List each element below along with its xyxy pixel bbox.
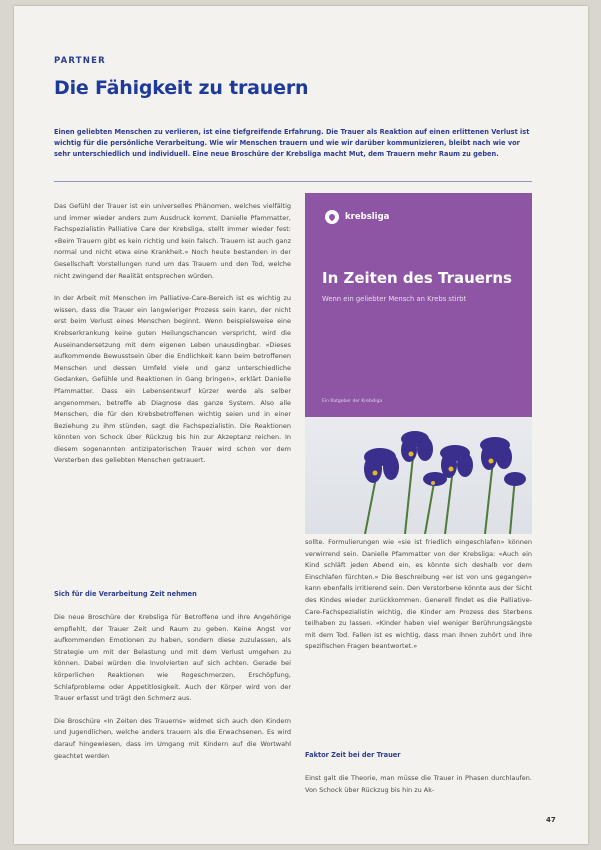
right-column-bottom — [305, 537, 532, 664]
paragraph: Die Broschüre «In Zeiten des Trauerns» widmet sich auch den Kindern und Jugendlichen, welche anders trauern als die Erwachsenen. Es wird darauf hingewiesen, dass im Umgang mit Kindern auf die Wortwahl geachtet werden — [54, 716, 291, 760]
subheading: Sich für die Verarbeitung Zeit nehmen — [54, 590, 197, 598]
left-column-bottom — [54, 612, 291, 773]
iris-illustration — [305, 417, 532, 534]
magazine-page — [14, 6, 588, 844]
paragraph: In der Arbeit mit Menschen im Palliative-Care-Bereich ist es wichtig zu wissen, dass die Trauer ein langwieriger Prozess sein kann, der nicht erst beim Verlust eines Menschen beginnt. Wenn beispielsweise eine Krebserkrankung keine guten Heilungschancen verspricht, wird die Auseinandersetzung mit dem eigenen Leben unausdingbar. «Dieses aufkommende Bewusstsein über die Endlichkeit kann beim betroffenen Menschen und dessen Umfeld viele und ganz unterschiedliche Gedanken, Gefühle und Reaktionen in Gang bringen», erklärt Danielle Pfammatter. Dass ein Lebensentwurf kürzer werde als selber angenommen, betreffe ab Diagnose das ganze System. Also alle Menschen, die für den Krebsbetroffenen wichtig seien und in einer Beziehung zu ihm stünden, sagt die Fachspezialistin. Die Reaktionen könnten von Schock über Rückzug bis hin zur Akzeptanz reichen. In diesem sogenannten antizipatorischen Trauer wird schon vor dem Versterben des geliebten Menschen getrauert. — [54, 294, 291, 465]
iris-flowers-photo — [305, 417, 532, 534]
section-label: PARTNER — [54, 56, 106, 66]
page-number: 47 — [546, 816, 556, 824]
brochure-subtitle: Wenn ein geliebter Mensch an Krebs stirbt — [322, 295, 467, 303]
divider — [54, 181, 532, 182]
brochure-footer: Ein Ratgeber der Krebsliga — [322, 399, 383, 404]
brochure-cover — [305, 193, 532, 417]
brochure-title: In Zeiten des Trauerns — [322, 269, 512, 287]
right-column-end — [305, 773, 532, 807]
article-lead: Einen geliebten Menschen zu verlieren, ist eine tiefgreifende Erfahrung. Die Trauer als Reaktion auf einen erlittenen Verlust ist wichtig für die persönliche Verarbeitung. Wie wir Menschen trauern und wie wir darüber kommunizieren, bleibt nach wie vor sehr unterschiedlich und individuell. Eine neue Broschüre der Krebsliga macht Mut, dem Trauern mehr Raum zu geben. — [54, 128, 530, 159]
krebsliga-logo — [325, 210, 389, 224]
paragraph: Die neue Broschüre der Krebsliga für Betroffene und ihre Angehörige empfiehlt, der Trauer Zeit und Raum zu geben. Keine Angst vor aufkommenden Emotionen zu haben, sondern diese zuzulassen, als Strategie um mit der Belastung und mit dem Verlust umgehen zu können. Dabei würden die Involvierten auf sich achten. Gerade bei körperlichen Reaktionen wie Rogeschmerzen, Erschöpfung, Schlafprobleme oder Appetitlosigkeit. Auch der Körper wird von der Trauer erfasst und trägt den Schmerz aus. — [54, 613, 291, 703]
paragraph: sollte. Formulierungen wie «sie ist friedlich eingeschlafen» können verwirrend sein. Danielle Pfammatter von der Krebsliga: «Auch ein Kind schläft jeden Abend ein, es könnte sich deshalb vor dem Einschlafen fürchten.» Die Beschreibung «er ist von uns gegangen» kann ebenfalls irritierend sein. Den Verstorbene könnte aus der Sicht des Kindes wieder zurückkommen. Generell findet es die Palliative-Care-Fachspezialistin wichtig, die Kinder am Prozess des Sterbens teilhaben zu lassen. «Kinder haben viel weniger Berührungsängste mit dem Tod. Fallen ist es wichtig, dass man ihnen zuhört und ihre spezifischen Fragen beantwortet.» — [305, 538, 532, 651]
paragraph: Einst galt die Theorie, man müsse die Trauer in Phasen durchlaufen. Von Schock über Rückzug bis hin zu Ak- — [305, 774, 532, 794]
brand-name: krebsliga — [345, 212, 390, 222]
left-column-top — [54, 201, 291, 478]
subheading: Faktor Zeit bei der Trauer — [305, 751, 401, 759]
paragraph: Das Gefühl der Trauer ist ein universelles Phänomen, welches vielfältig und immer wieder anders zum Ausdruck kommt. Danielle Pfammatter, Fachspezialistin Palliative Care der Krebsliga, stellt immer wieder fest: «Beim Trauern gibt es kein richtig und kein falsch. Trauern ist auch ganz normal und nicht etwa eine Krankheit.» Noch heute bestanden in der Gesellschaft Vorstellungen rund um das Trauern und den Tod, welche nicht zwingend der Realität entsprechen würden. — [54, 202, 291, 280]
article-title: Die Fähigkeit zu trauern — [54, 77, 309, 99]
heart-icon — [325, 210, 339, 224]
